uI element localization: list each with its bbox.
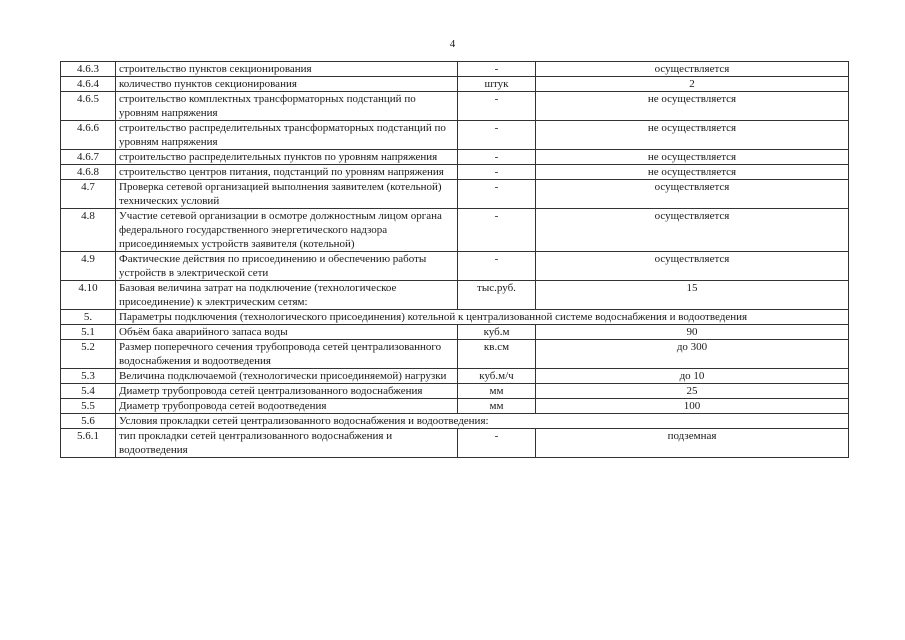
row-unit: куб.м/ч xyxy=(458,369,536,384)
row-number: 5.2 xyxy=(61,340,116,369)
row-unit: - xyxy=(458,62,536,77)
row-value: осуществляется xyxy=(536,180,849,209)
row-value: до 10 xyxy=(536,369,849,384)
table-row xyxy=(61,62,849,77)
section-heading: Параметры подключения (технологического присоединения) котельной к централизованной системе водоснабжения и водоотведения xyxy=(116,310,849,325)
row-number: 4.6.4 xyxy=(61,77,116,92)
table-row xyxy=(61,165,849,180)
table-row xyxy=(61,121,849,150)
row-unit: кв.см xyxy=(458,340,536,369)
row-value: 100 xyxy=(536,399,849,414)
section-heading: Условия прокладки сетей централизованного водоснабжения и водоотведения: xyxy=(116,414,849,429)
row-description: Проверка сетевой организацией выполнения заявителем (котельной) технических условий xyxy=(116,180,458,209)
table-row xyxy=(61,325,849,340)
table-row xyxy=(61,92,849,121)
page-number: 4 xyxy=(449,38,456,50)
table-row xyxy=(61,414,849,429)
row-value: подземная xyxy=(536,429,849,458)
row-description: Участие сетевой организации в осмотре должностным лицом органа федерального государственного энергетического надзора присоединяемых устройств заявителя (котельной) xyxy=(116,209,458,252)
row-unit: - xyxy=(458,252,536,281)
row-number: 5.4 xyxy=(61,384,116,399)
row-unit: тыс.руб. xyxy=(458,281,536,310)
table-row xyxy=(61,340,849,369)
row-number: 4.6.5 xyxy=(61,92,116,121)
row-value: осуществляется xyxy=(536,209,849,252)
row-unit: - xyxy=(458,209,536,252)
table-row xyxy=(61,150,849,165)
row-description: строительство комплектных трансформаторных подстанций по уровням напряжения xyxy=(116,92,458,121)
row-number: 5.6 xyxy=(61,414,116,429)
table-row xyxy=(61,77,849,92)
row-number: 4.8 xyxy=(61,209,116,252)
row-description: строительство распределительных трансформаторных подстанций по уровням напряжения xyxy=(116,121,458,150)
row-value: 90 xyxy=(536,325,849,340)
row-description: строительство распределительных пунктов по уровням напряжения xyxy=(116,150,458,165)
row-value: не осуществляется xyxy=(536,121,849,150)
row-unit: куб.м xyxy=(458,325,536,340)
table-row xyxy=(61,429,849,458)
row-number: 4.10 xyxy=(61,281,116,310)
row-number: 4.9 xyxy=(61,252,116,281)
row-description: Величина подключаемой (технологически присоединяемой) нагрузки xyxy=(116,369,458,384)
table-row xyxy=(61,384,849,399)
row-value: не осуществляется xyxy=(536,92,849,121)
row-number: 5.1 xyxy=(61,325,116,340)
row-description: тип прокладки сетей централизованного водоснабжения и водоотведения xyxy=(116,429,458,458)
row-value: 25 xyxy=(536,384,849,399)
row-value: не осуществляется xyxy=(536,165,849,180)
row-unit: - xyxy=(458,92,536,121)
row-value: до 300 xyxy=(536,340,849,369)
row-description: количество пунктов секционирования xyxy=(116,77,458,92)
row-description: Объём бака аварийного запаса воды xyxy=(116,325,458,340)
table-row xyxy=(61,399,849,414)
row-description: Фактические действия по присоединению и обеспечению работы устройств в электрической сети xyxy=(116,252,458,281)
row-unit: мм xyxy=(458,384,536,399)
table-row xyxy=(61,281,849,310)
row-number: 5. xyxy=(61,310,116,325)
row-unit: - xyxy=(458,165,536,180)
table-row xyxy=(61,252,849,281)
row-description: строительство пунктов секционирования xyxy=(116,62,458,77)
row-number: 4.6.7 xyxy=(61,150,116,165)
table-row xyxy=(61,369,849,384)
row-unit: - xyxy=(458,180,536,209)
table-row xyxy=(61,209,849,252)
row-number: 4.6.6 xyxy=(61,121,116,150)
row-value: осуществляется xyxy=(536,252,849,281)
row-unit: - xyxy=(458,121,536,150)
row-description: Базовая величина затрат на подключение (технологическое присоединение) к электрическим сетям: xyxy=(116,281,458,310)
row-description: Размер поперечного сечения трубопровода сетей централизованного водоснабжения и водоотведения xyxy=(116,340,458,369)
row-unit: - xyxy=(458,429,536,458)
row-unit: - xyxy=(458,150,536,165)
row-unit: мм xyxy=(458,399,536,414)
parameters-table xyxy=(60,61,849,458)
row-number: 4.7 xyxy=(61,180,116,209)
row-value: 15 xyxy=(536,281,849,310)
row-unit: штук xyxy=(458,77,536,92)
row-number: 4.6.8 xyxy=(61,165,116,180)
table-row xyxy=(61,310,849,325)
row-number: 5.5 xyxy=(61,399,116,414)
row-description: строительство центров питания, подстанций по уровням напряжения xyxy=(116,165,458,180)
row-value: 2 xyxy=(536,77,849,92)
row-value: не осуществляется xyxy=(536,150,849,165)
table-row xyxy=(61,180,849,209)
row-description: Диаметр трубопровода сетей централизованного водоснабжения xyxy=(116,384,458,399)
row-number: 5.3 xyxy=(61,369,116,384)
row-number: 5.6.1 xyxy=(61,429,116,458)
row-value: осуществляется xyxy=(536,62,849,77)
row-description: Диаметр трубопровода сетей водоотведения xyxy=(116,399,458,414)
row-number: 4.6.3 xyxy=(61,62,116,77)
